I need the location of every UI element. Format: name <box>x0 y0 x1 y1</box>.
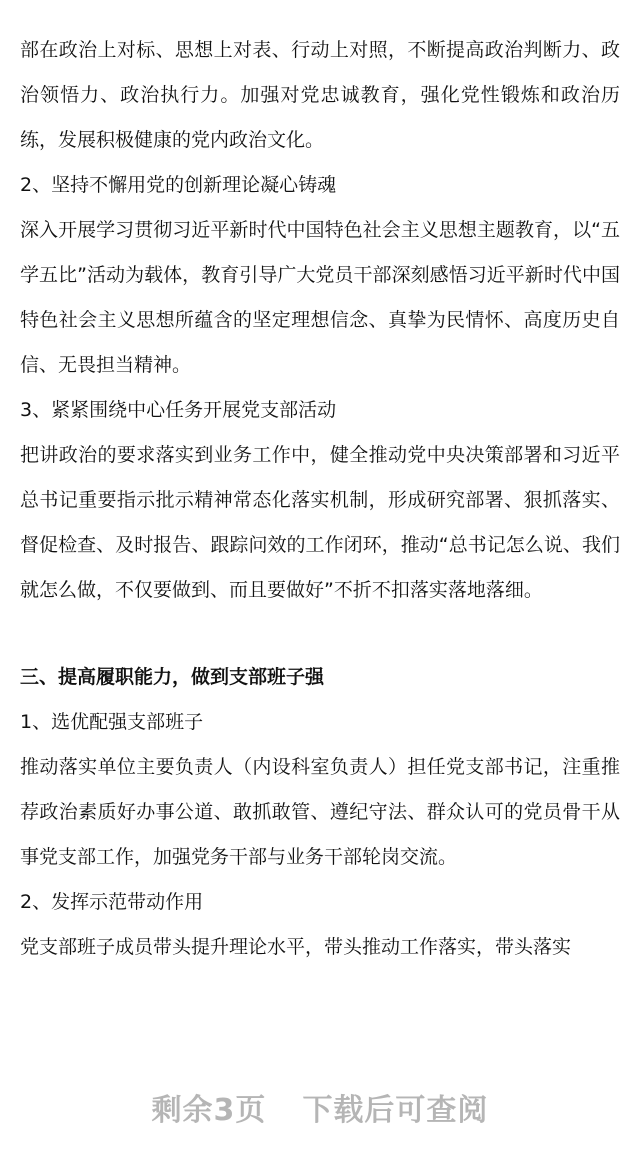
sub-2-heading: 2、发挥示范带动作用 <box>20 891 204 913</box>
item-3-body: 把讲政治的要求落实到业务工作中，健全推动党中央决策部署和习近平总书记重要指示批示精神常态化落实机制，形成研究部署、狠抓落实、督促检查、及时报告、跟踪问效的工作闭环，推动“总书记怎么说、我们就怎么做，不仅要做到、而且要做好”不折不扣落实落地落细。 <box>20 444 620 601</box>
remaining-pages-label[interactable]: 剩余3页 <box>151 1093 267 1128</box>
sub-2-body: 党支部班子成员带头提升理论水平，带头推动工作落实，带头落实 <box>20 936 572 958</box>
sub-1-body: 推动落实单位主要负责人（内设科室负责人）担任党支部书记，注重推荐政治素质好办事公道、敢抓敢管、遵纪守法、群众认可的党员骨干从事党支部工作，加强党务干部与业务干部轮岗交流。 <box>20 756 620 868</box>
section-gap <box>20 613 620 655</box>
section-3-title: 三、提高履职能力，做到支部班子强 <box>20 666 325 688</box>
item-2-heading: 2、坚持不懈用党的创新理论凝心铸魂 <box>20 174 337 196</box>
download-hint-label[interactable]: 下载后可查阅 <box>302 1093 489 1128</box>
paragraph-top: 部在政治上对标、思想上对表、行动上对照，不断提高政治判断力、政治领悟力、政治执行力。加强对党忠诚教育，强化党性锻炼和政治历练，发展积极健康的党内政治文化。 <box>20 39 620 151</box>
download-prompt[interactable] <box>0 1085 640 1129</box>
item-2-body: 深入开展学习贯彻习近平新时代中国特色社会主义思想主题教育，以“五学五比”活动为载体，教育引导广大党员干部深刻感悟习近平新时代中国特色社会主义思想所蕴含的坚定理想信念、真挚为民情怀、高度历史自信、无畏担当精神。 <box>20 219 620 376</box>
item-3-heading: 3、紧紧围绕中心任务开展党支部活动 <box>20 399 337 421</box>
document-body <box>20 28 620 970</box>
sub-1-heading: 1、选优配强支部班子 <box>20 711 204 733</box>
